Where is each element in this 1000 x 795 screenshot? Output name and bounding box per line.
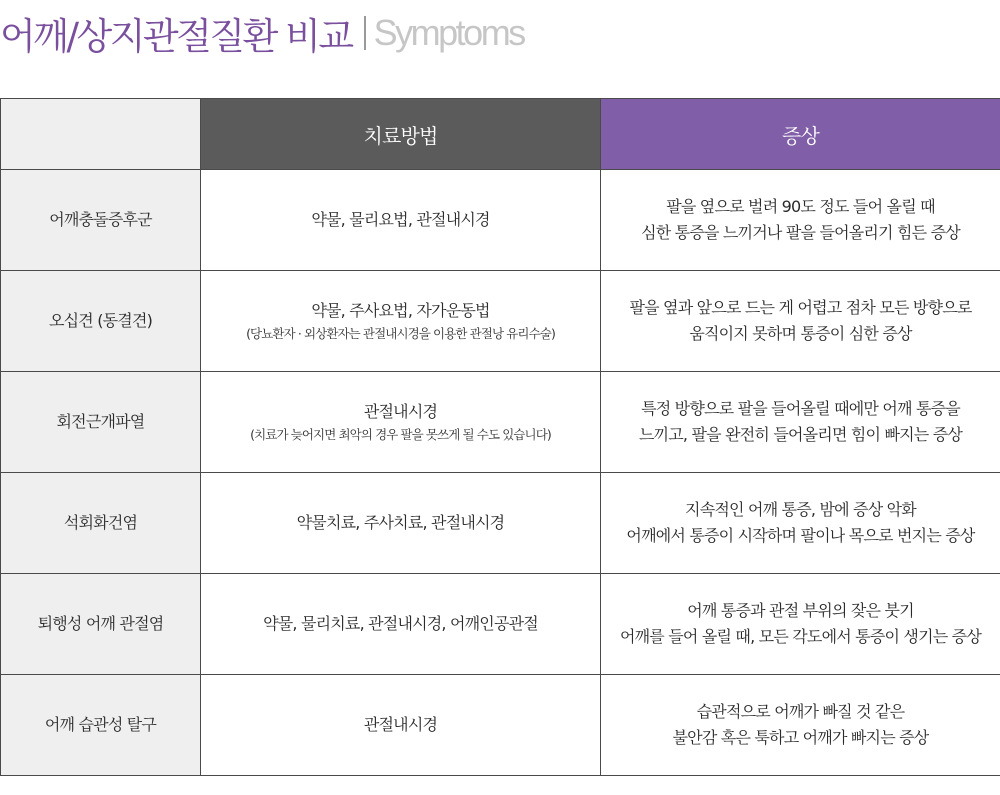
page-title: 어깨/상지관절질환 비교 [0,15,352,58]
treatment-text: 관절내시경 [363,715,438,734]
disease-name-cell: 어깨충돌증후군 [1,170,201,271]
treatment-cell [201,170,601,271]
treatment-cell [201,473,601,574]
table-row [1,473,1000,574]
treatment-note: (치료가 늦어지면 최악의 경우 팔을 못쓰게 될 수도 있습니다) [250,427,551,442]
symptom-line: 어깨를 들어 올릴 때, 모든 각도에서 통증이 생기는 증상 [619,627,981,646]
treatment-cell [201,372,601,473]
disease-name-cell: 회전근개파열 [1,372,201,473]
symptom-cell [601,170,1000,271]
disease-name-cell: 퇴행성 어깨 관절염 [1,574,201,675]
treatment-text: 약물, 물리치료, 관절내시경, 어깨인공관절 [263,614,538,633]
treatment-text: 약물, 물리요법, 관절내시경 [311,210,490,229]
title-divider [364,16,366,50]
symptom-cell [601,473,1000,574]
symptom-column-header: 증상 [601,99,1000,170]
symptom-line: 심한 통증을 느끼거나 팔을 들어올리기 힘든 증상 [641,223,960,242]
treatment-text: 약물, 주사요법, 자가운동법 [311,301,490,320]
symptom-cell [601,372,1000,473]
symptom-line: 팔을 옆과 앞으로 드는 게 어렵고 점차 모든 방향으로 [629,298,972,317]
symptom-line: 어깨에서 통증이 시작하며 팔이나 목으로 번지는 증상 [626,526,975,545]
symptom-line: 느끼고, 팔을 완전히 들어올리면 힘이 빠지는 증상 [638,425,963,444]
treatment-cell [201,271,601,372]
symptom-cell [601,675,1000,776]
symptom-line: 지속적인 어깨 통증, 밤에 증상 악화 [685,500,916,519]
treatment-text: 약물치료, 주사치료, 관절내시경 [296,513,505,532]
treatment-cell [201,574,601,675]
page-header [0,8,524,58]
table-header-row [1,99,1000,170]
page-subtitle: Symptoms [373,12,524,53]
table-row [1,675,1000,776]
table-row [1,271,1000,372]
table-row [1,170,1000,271]
treatment-cell [201,675,601,776]
treatment-column-header: 치료방법 [201,99,601,170]
disease-name-cell: 석회화건염 [1,473,201,574]
table-row [1,574,1000,675]
symptom-line: 움직이지 못하며 통증이 심한 증상 [689,324,912,343]
comparison-table [0,98,1000,776]
symptom-line: 팔을 옆으로 벌려 90도 정도 들어 올릴 때 [666,197,935,216]
disease-name-cell: 어깨 습관성 탈구 [1,675,201,776]
corner-header-cell [1,99,201,170]
symptom-line: 습관적으로 어깨가 빠질 것 같은 [696,702,905,721]
treatment-text: 관절내시경 [363,402,438,421]
treatment-note: (당뇨환자 · 외상환자는 관절내시경을 이용한 관절낭 유리수술) [246,326,555,341]
table-row [1,372,1000,473]
symptom-cell [601,574,1000,675]
symptom-cell [601,271,1000,372]
symptom-line: 특정 방향으로 팔을 들어올릴 때에만 어깨 통증을 [641,399,960,418]
disease-name-cell: 오십견 (동결견) [1,271,201,372]
symptom-line: 어깨 통증과 관절 부위의 잦은 붓기 [687,601,914,620]
symptom-line: 불안감 혹은 툭하고 어깨가 빠지는 증상 [672,728,929,747]
